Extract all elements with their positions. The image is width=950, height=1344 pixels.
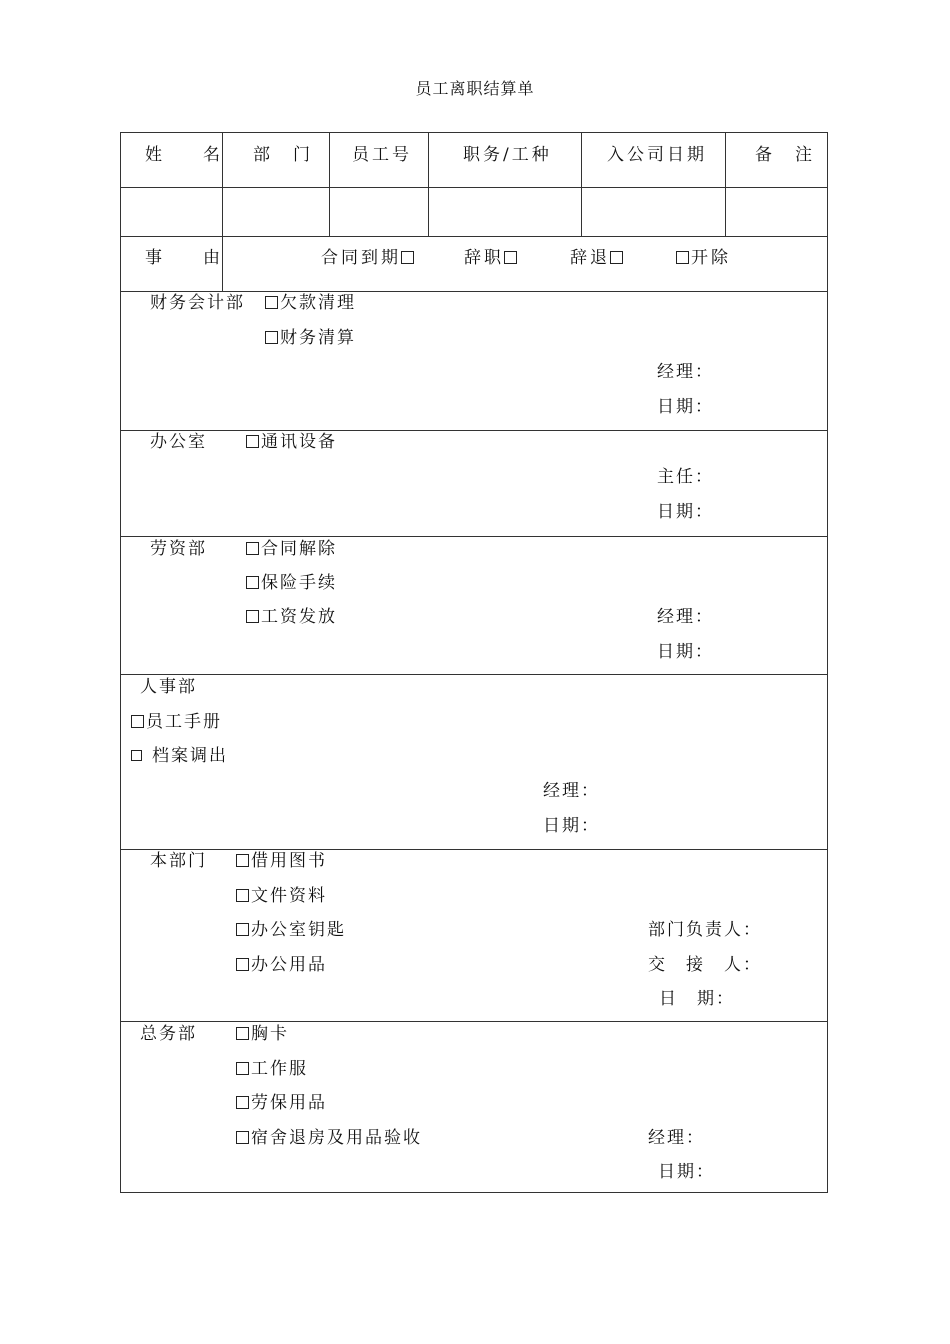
item-label: 工作服 [251, 1059, 308, 1079]
general-item[interactable] [236, 1023, 289, 1045]
row-divider [121, 236, 827, 237]
own-dept-handover-label: 交 接 人： [648, 955, 762, 975]
item-label: 档案调出 [152, 746, 228, 766]
join-date-cell[interactable] [582, 188, 724, 235]
hr-manager-label: 经理： [543, 781, 600, 801]
reason-expel[interactable] [676, 247, 731, 269]
finance-item[interactable] [265, 292, 356, 314]
checkbox[interactable] [131, 715, 144, 728]
position-cell[interactable] [429, 188, 580, 235]
header-employee-no: 员工号 [352, 145, 412, 165]
reason-option-label: 合同到期 [321, 248, 401, 268]
checkbox[interactable] [246, 576, 259, 589]
item-label: 宿舍退房及用品验收 [251, 1128, 422, 1148]
checkbox[interactable] [236, 1062, 249, 1075]
hr-dept-label: 人事部 [140, 677, 197, 697]
header-position: 职务/工种 [463, 145, 552, 165]
hr-item[interactable] [131, 711, 222, 733]
item-label: 文件资料 [251, 886, 327, 906]
own-dept-date-label: 日 期： [659, 989, 735, 1009]
general-dept-label: 总务部 [140, 1024, 197, 1044]
header-remark: 备 注 [755, 145, 815, 165]
own-dept-head-label: 部门负责人： [648, 920, 762, 940]
form-title: 员工离职结算单 [415, 79, 535, 98]
checkbox[interactable] [246, 542, 259, 555]
dept-cell[interactable] [223, 188, 328, 235]
general-item[interactable] [236, 1092, 327, 1114]
item-label: 欠款清理 [280, 293, 356, 313]
hr-item[interactable] [131, 745, 228, 767]
remark-cell[interactable] [726, 188, 827, 235]
checkbox[interactable] [236, 1131, 249, 1144]
row-divider [121, 536, 827, 537]
checkbox[interactable] [236, 889, 249, 902]
item-label: 合同解除 [261, 539, 337, 559]
general-manager-label: 经理： [648, 1128, 705, 1148]
checkbox[interactable] [676, 251, 689, 264]
checkbox[interactable] [236, 958, 249, 971]
employee-no-cell[interactable] [330, 188, 427, 235]
row-divider [121, 849, 827, 850]
checkbox[interactable] [265, 331, 278, 344]
general-item[interactable] [236, 1127, 422, 1149]
labor-item[interactable] [246, 606, 337, 628]
office-date-label: 日期： [657, 502, 714, 522]
checkbox[interactable] [246, 610, 259, 623]
item-label: 劳保用品 [251, 1093, 327, 1113]
reason-resign[interactable] [464, 247, 519, 269]
general-item[interactable] [236, 1058, 308, 1080]
checkbox[interactable] [401, 251, 414, 264]
labor-dept-label: 劳资部 [150, 539, 207, 559]
header-join-date: 入公司日期 [607, 145, 707, 165]
row-divider [121, 430, 827, 431]
finance-dept-label: 财务会计部 [150, 293, 245, 313]
reason-label: 事 由 [145, 248, 232, 268]
checkbox[interactable] [236, 923, 249, 936]
hr-date-label: 日期： [543, 816, 600, 836]
checkbox[interactable] [131, 750, 142, 761]
item-label: 财务清算 [280, 328, 356, 348]
checkbox[interactable] [504, 251, 517, 264]
office-item[interactable] [246, 431, 337, 453]
checkbox[interactable] [236, 854, 249, 867]
labor-manager-label: 经理： [657, 607, 714, 627]
item-label: 借用图书 [251, 851, 327, 871]
own-dept-item[interactable] [236, 954, 327, 976]
reason-option-label: 辞职 [464, 248, 504, 268]
own-dept-item[interactable] [236, 919, 346, 941]
general-date-label: 日期： [658, 1162, 715, 1182]
item-label: 办公用品 [251, 955, 327, 975]
finance-date-label: 日期： [657, 397, 714, 417]
labor-date-label: 日期： [657, 642, 714, 662]
item-label: 员工手册 [146, 712, 222, 732]
finance-item[interactable] [265, 327, 356, 349]
item-label: 胸卡 [251, 1024, 289, 1044]
labor-item[interactable] [246, 572, 337, 594]
reason-contract-expire[interactable] [321, 247, 416, 269]
item-label: 保险手续 [261, 573, 337, 593]
name-cell[interactable] [121, 188, 221, 235]
labor-item[interactable] [246, 538, 337, 560]
reason-option-label: 辞退 [570, 248, 610, 268]
row-divider [121, 1021, 827, 1022]
resignation-settlement-form [120, 132, 828, 1193]
row-divider [121, 674, 827, 675]
own-dept-label: 本部门 [150, 851, 207, 871]
item-label: 办公室钥匙 [251, 920, 346, 940]
reason-option-label: 开除 [691, 248, 731, 268]
checkbox[interactable] [246, 435, 259, 448]
checkbox[interactable] [236, 1027, 249, 1040]
own-dept-item[interactable] [236, 850, 327, 872]
office-director-label: 主任： [657, 467, 714, 487]
header-name: 姓 名 [145, 145, 232, 165]
checkbox[interactable] [236, 1096, 249, 1109]
checkbox[interactable] [610, 251, 623, 264]
item-label: 通讯设备 [261, 432, 337, 452]
checkbox[interactable] [265, 296, 278, 309]
item-label: 工资发放 [261, 607, 337, 627]
office-dept-label: 办公室 [150, 432, 207, 452]
own-dept-item[interactable] [236, 885, 327, 907]
header-dept: 部 门 [253, 145, 313, 165]
finance-manager-label: 经理： [657, 362, 714, 382]
reason-dismiss[interactable] [570, 247, 625, 269]
